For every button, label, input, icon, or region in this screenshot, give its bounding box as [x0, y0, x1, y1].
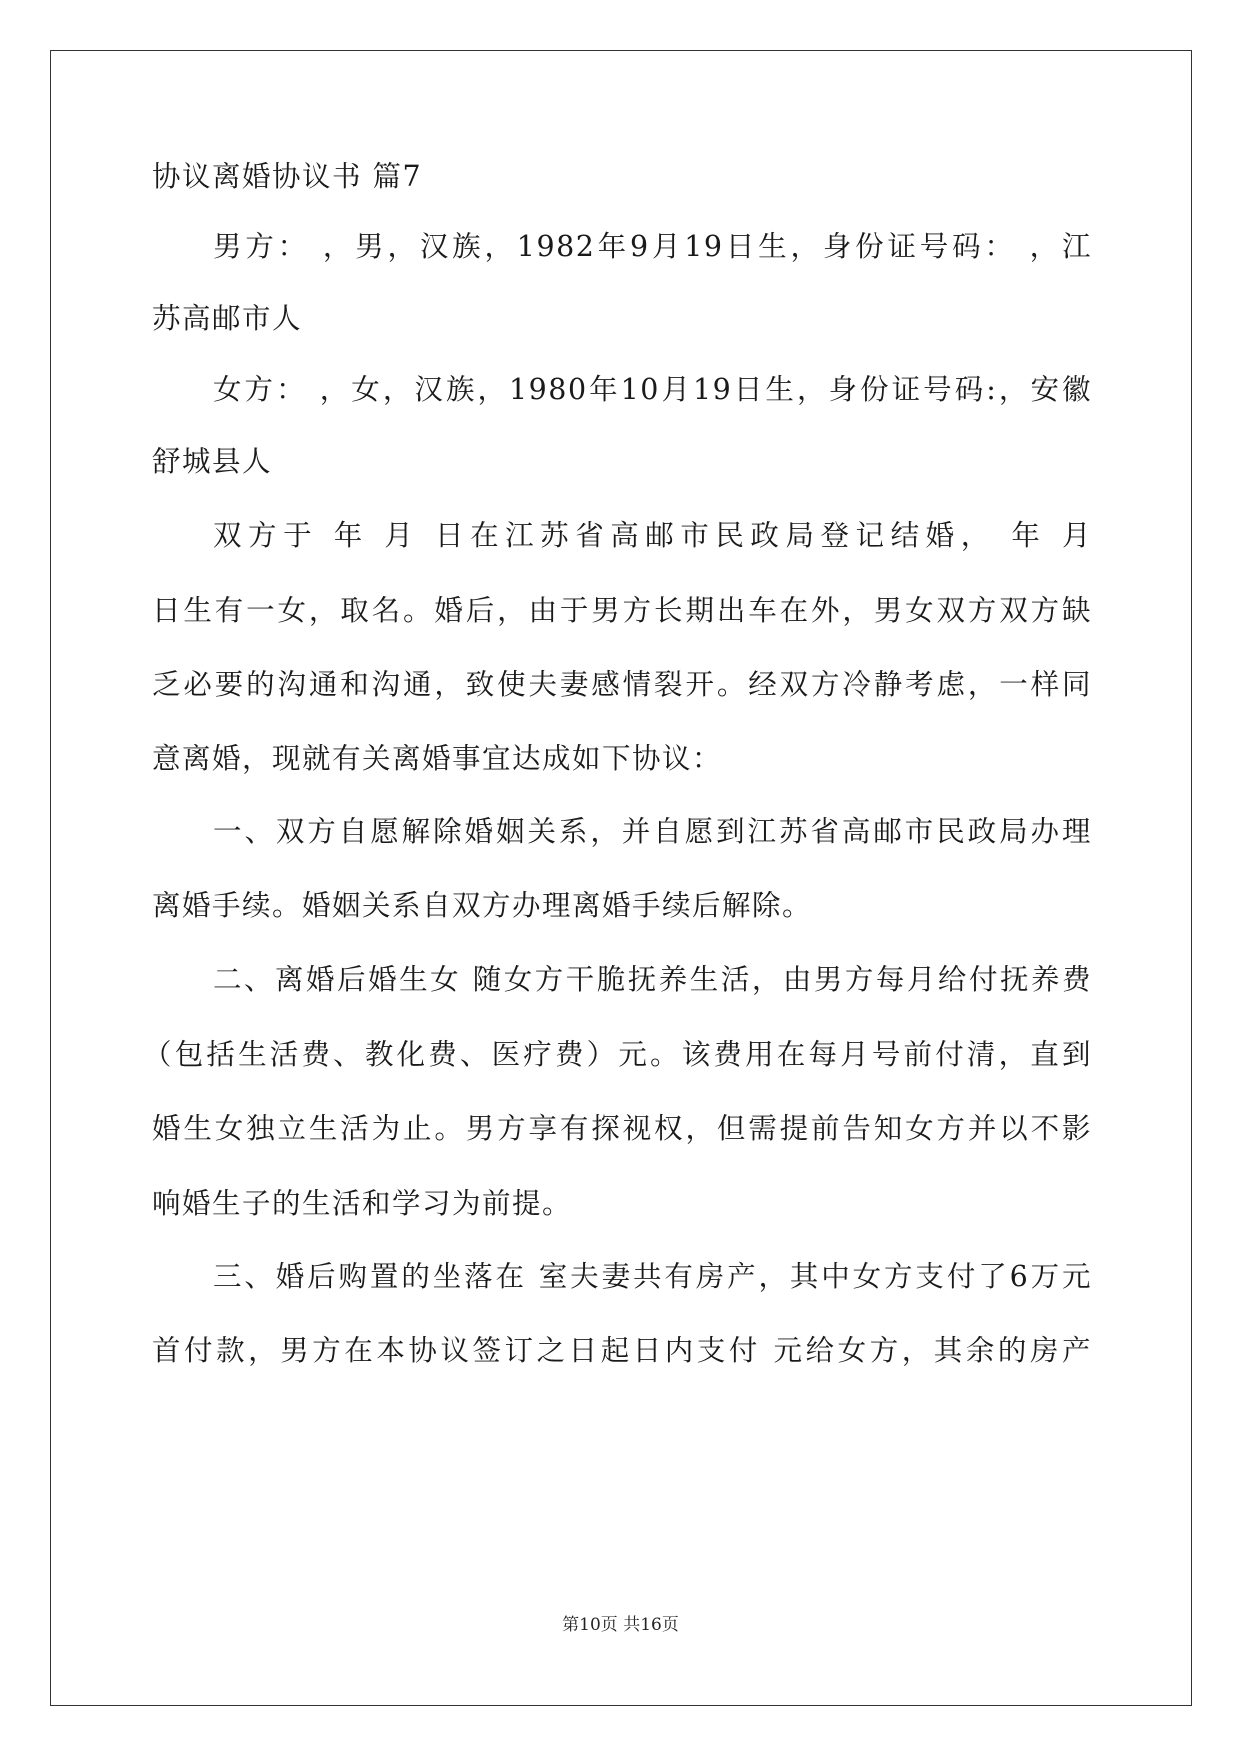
- paragraph-line: 苏高邮市人: [152, 302, 303, 335]
- paragraph-line: 双方于 年 月 日在江苏省高邮市民政局登记结婚， 年 月: [213, 519, 1092, 552]
- page-number: 第10页 共16页: [562, 1615, 679, 1635]
- paragraph-line: 响婚生子的生活和学习为前提。: [152, 1187, 573, 1220]
- paragraph-line: 乏必要的沟通和沟通，致使夫妻感情裂开。经双方冷静考虑，一样同: [152, 668, 1092, 701]
- paragraph-line: 舒城县人: [152, 445, 273, 478]
- paragraph-line: 首付款，男方在本协议签订之日起日内支付 元给女方，其余的房产: [152, 1334, 1092, 1367]
- paragraph-line: （包括生活费、教化费、医疗费）元。该费用在每月号前付清，直到: [143, 1038, 1092, 1071]
- paragraph-line: 离婚手续。婚姻关系自双方办理离婚手续后解除。: [152, 889, 813, 922]
- document-title: 协议离婚协议书 篇7: [152, 160, 423, 193]
- paragraph-line: 二、离婚后婚生女 随女方干脆抚养生活，由男方每月给付抚养费: [213, 963, 1092, 996]
- paragraph-line: 男方： ，男，汉族，1982年9月19日生，身份证号码： ，江: [213, 230, 1092, 263]
- paragraph-line: 日生有一女，取名。婚后，由于男方长期出车在外，男女双方双方缺: [152, 594, 1092, 627]
- paragraph-line: 女方： ，女，汉族，1980年10月19日生，身份证号码:，安徽: [213, 373, 1092, 406]
- paragraph-line: 婚生女独立生活为止。男方享有探视权，但需提前告知女方并以不影: [152, 1112, 1092, 1145]
- paragraph-line: 意离婚，现就有关离婚事宜达成如下协议：: [152, 742, 723, 775]
- paragraph-line: 一、双方自愿解除婚姻关系，并自愿到江苏省高邮市民政局办理: [213, 815, 1092, 848]
- paragraph-line: 三、婚后购置的坐落在 室夫妻共有房产，其中女方支付了6万元: [213, 1260, 1092, 1293]
